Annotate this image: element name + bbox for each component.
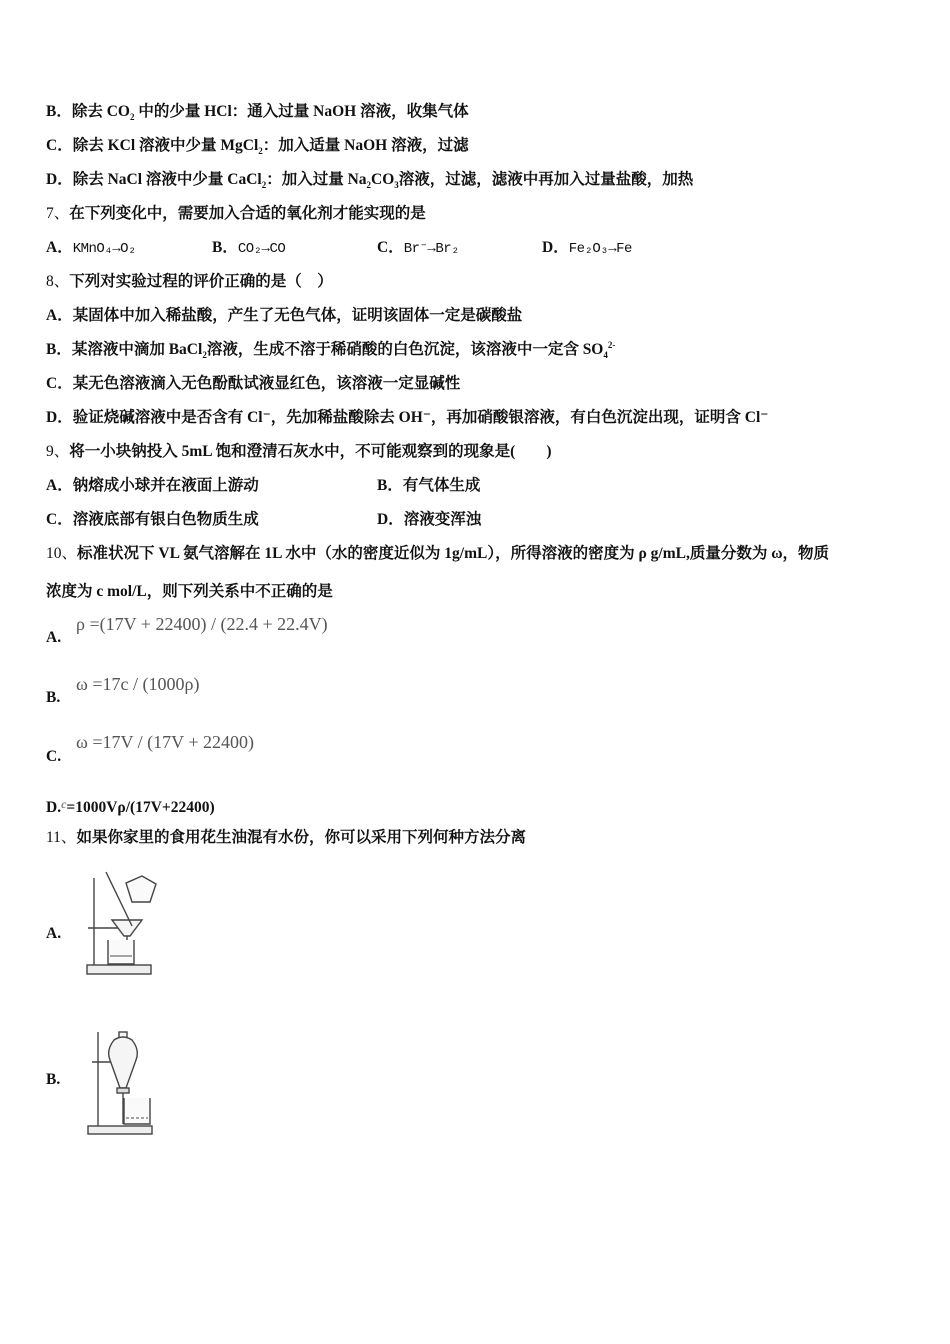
q6-option-d: D．除去 NaCl 溶液中少量 CaCl$_2$：加入过量 $Na_2CO_3$溶液，过滤，滤液中再加入过量盐酸，加热 [46, 171, 694, 191]
q10-option-c: C. [46, 748, 62, 765]
q10-option-b: B. [46, 689, 61, 706]
q8-option-c: C．某无色溶液滴入无色酚酞试液显红色，该溶液一定显碱性 [46, 375, 461, 392]
q10-stem-line2: 浓度为 c mol/L，则下列关系中不正确的是 [46, 583, 333, 600]
question-number: 11、 [46, 829, 77, 846]
filtration-apparatus-image [84, 868, 164, 988]
q10-stem-line1: 10、标准状况下 VL 氨气溶解在 1L 水中（水的密度近似为 1g/mL），所得溶液的密度为 ρ g/mL,质量分数为 ω，物质 [46, 545, 830, 562]
option-label: B． [46, 103, 72, 120]
q10-option-a: A. [46, 629, 62, 646]
q7-option-b: B．CO₂→CO [212, 239, 286, 257]
q9-stem: 9、将一小块钠投入 5mL 饱和澄清石灰水中，不可能观察到的现象是( ) [46, 443, 552, 460]
q10-option-d: D.$^c$=1000Vρ/(17V+22400) [46, 797, 215, 816]
q7-stem: 7、在下列变化中，需要加入合适的氧化剂才能实现的是 [46, 205, 426, 222]
option-label: D． [46, 171, 73, 188]
q9-option-d: D．溶液变浑浊 [377, 511, 482, 528]
q8-option-a: A．某固体中加入稀盐酸，产生了无色气体，证明该固体一定是碳酸盐 [46, 307, 523, 324]
q8-option-d: D．验证烧碱溶液中是否含有 Cl⁻，先加稀盐酸除去 OH⁻，再加硝酸银溶液，有白色沉淀出现，证明含 Cl⁻ [46, 409, 769, 426]
q8-stem: 8、下列对实验过程的评价正确的是（ ） [46, 273, 333, 290]
q9-option-c: C．溶液底部有银白色物质生成 [46, 511, 259, 528]
q10-formula-a: ρ =(17V + 22400) / (22.4 + 22.4V) [76, 614, 328, 634]
q10-formula-c: ω =17V / (17V + 22400) [76, 732, 254, 752]
q8-option-b: B．某溶液中滴加 BaCl$_2$溶液，生成不溶于稀硝酸的白色沉淀，该溶液中一定含 $SO_4^{2-}$ [46, 339, 616, 361]
q10-formula-b: ω =17c / (1000ρ) [76, 674, 200, 694]
q7-option-c: C．Br⁻→Br₂ [377, 239, 460, 257]
separatory-funnel-apparatus-image [84, 1028, 164, 1143]
q11-option-a-label: A. [46, 925, 62, 942]
q9-option-a: A．钠熔成小球并在液面上游动 [46, 477, 259, 494]
question-number: 10、 [46, 545, 78, 562]
question-number: 9、 [46, 443, 70, 460]
q7-option-a: A．KMnO₄→O₂ [46, 239, 136, 257]
q9-option-b: B．有气体生成 [377, 477, 481, 494]
question-number: 7、 [46, 205, 70, 222]
q7-option-d: D．Fe₂O₃→Fe [542, 239, 632, 257]
question-number: 8、 [46, 273, 70, 290]
option-label: C． [46, 137, 73, 154]
q6-option-b: B．除去 $CO_2$ 中的少量 HCl：通入过量 NaOH 溶液，收集气体 [46, 103, 469, 123]
q11-stem: 11、如果你家里的食用花生油混有水份，你可以采用下列何种方法分离 [46, 829, 526, 846]
q11-option-b-label: B. [46, 1071, 61, 1088]
q6-option-c: C．除去 KCl 溶液中少量 MgCl$_2$：加入适量 NaOH 溶液，过滤 [46, 137, 469, 157]
